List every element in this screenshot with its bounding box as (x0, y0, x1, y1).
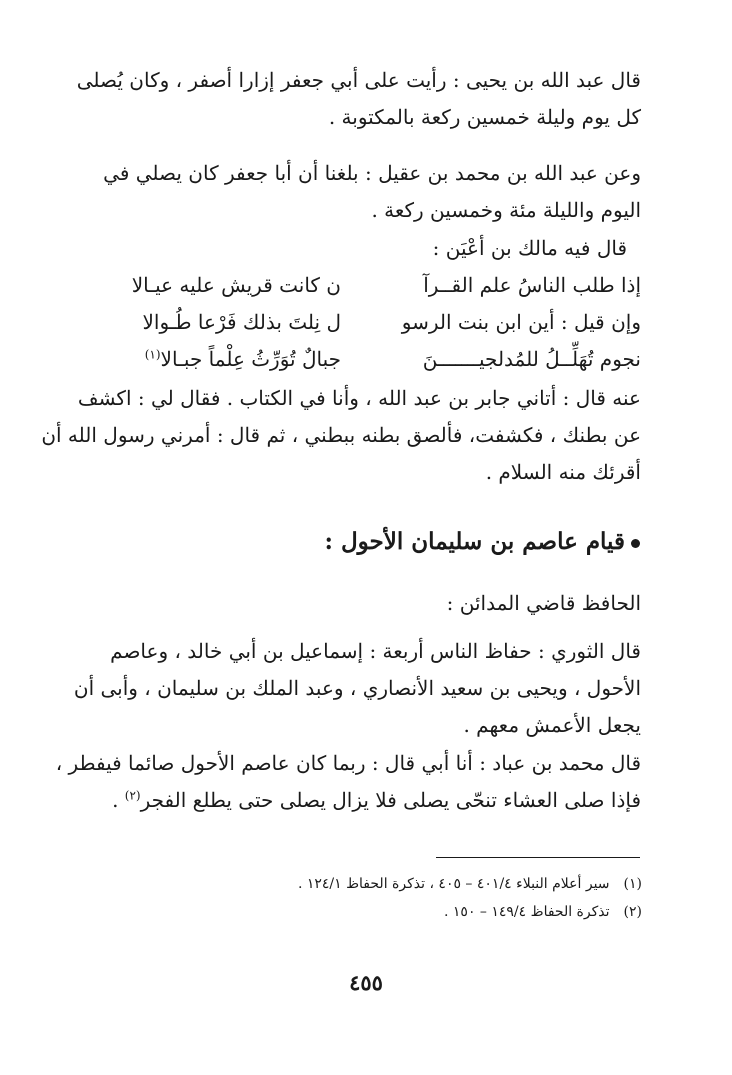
bullet-icon (631, 539, 640, 548)
text-line (108, 782, 641, 819)
verse-first-hemistich: إذا طلب الناسُ علم القــرآ (423, 273, 641, 297)
paragraph-jabir (41, 380, 641, 491)
footnote-text: سير أعلام النبلاء ٤٠١/٤ – ٤٠٥ ، تذكرة الحفاظ ١٢٤/١ . (297, 876, 610, 892)
text-line: عن بطنك ، فكشفت، فألصق بطنه ببطني ، ثم قال : أمرني رسول الله أن (41, 423, 641, 447)
footnote-reference: (١) (144, 347, 161, 362)
footnote-divider (436, 857, 640, 858)
text-line: الأحول ، ويحيى بن سعيد الأنصاري ، وعبد الملك بن سليمان ، وأبى أن (73, 676, 641, 700)
text-line: عنه قال : أتاني جابر بن عبد الله ، وأنا في الكتاب . فقال لي : اكشف (77, 386, 641, 410)
verse-second-hemistich: ن كانت قريش عليه عيـالا (131, 273, 341, 297)
footnote-number: (١) (623, 876, 642, 892)
text-line-content: فإذا صلى العشاء تنحّى يصلى فلا يزال يصلى حتى يطلع الفجر (140, 788, 641, 812)
paragraph-hafiz (108, 585, 641, 622)
section-heading-text: قيام عاصم بن سليمان الأحول : (324, 528, 625, 555)
paragraph-muhammad-bin-abbad (55, 745, 641, 819)
text-line: أقرئك منه السلام . (485, 460, 641, 484)
poem-verse (108, 304, 641, 341)
text-line: الحافظ قاضي المدائن : (446, 591, 641, 615)
text-line: وعن عبد الله بن محمد بن عقيل : بلغنا أن أبا جعفر كان يصلي في (103, 161, 641, 185)
verse-first-hemistich: وإن قيل : أين ابن بنت الرسو (401, 310, 641, 334)
paragraph-thawri (73, 633, 641, 744)
verse-first-hemistich: نجوم تُهَلِّــلُ للمُدلجيـــــــنَ (422, 347, 641, 371)
paragraph-abdullah-bin-muhammad (103, 155, 641, 229)
paragraph-malik-intro (327, 230, 627, 267)
verse-second-hemistich (145, 341, 341, 378)
footnote-number: (٢) (623, 904, 642, 920)
footnote (250, 900, 642, 924)
poem-verse (108, 341, 641, 378)
text-line: قال الثوري : حفاظ الناس أربعة : إسماعيل بن أبي خالد ، وعاصم (110, 639, 641, 663)
poem-verse (108, 267, 641, 304)
footnote (250, 872, 642, 896)
footnote-text: تذكرة الحفاظ ١٤٩/٤ – ١٥٠ . (444, 904, 610, 920)
verse-text: جبالٌ تُوَرِّثُ عِلْماً جبـالا (160, 347, 341, 371)
text-line-end: . (112, 788, 125, 812)
verse-second-hemistich: ل نِلتَ بذلك فَرْعا طُـوالا (142, 310, 341, 334)
page-number: ٤٥٥ (349, 970, 383, 995)
text-line: قال عبد الله بن يحيى : رأيت على أبي جعفر إزارا أصفر ، وكان يُصلى (76, 68, 641, 92)
text-line: يجعل الأعمش معهم . (463, 713, 641, 737)
footnote-reference: (٢) (124, 788, 141, 803)
section-heading (80, 528, 640, 555)
text-line: اليوم والليلة مئة وخمسين ركعة . (371, 198, 641, 222)
paragraph-abdullah-bin-yahya (76, 62, 641, 136)
text-line: كل يوم وليلة خمسين ركعة بالمكتوبة . (328, 105, 641, 129)
text-line: قال فيه مالك بن أعْيَن : (432, 236, 627, 260)
text-line: قال محمد بن عباد : أنا أبي قال : ربما كان عاصم الأحول صائما فيفطر ، (55, 751, 641, 775)
